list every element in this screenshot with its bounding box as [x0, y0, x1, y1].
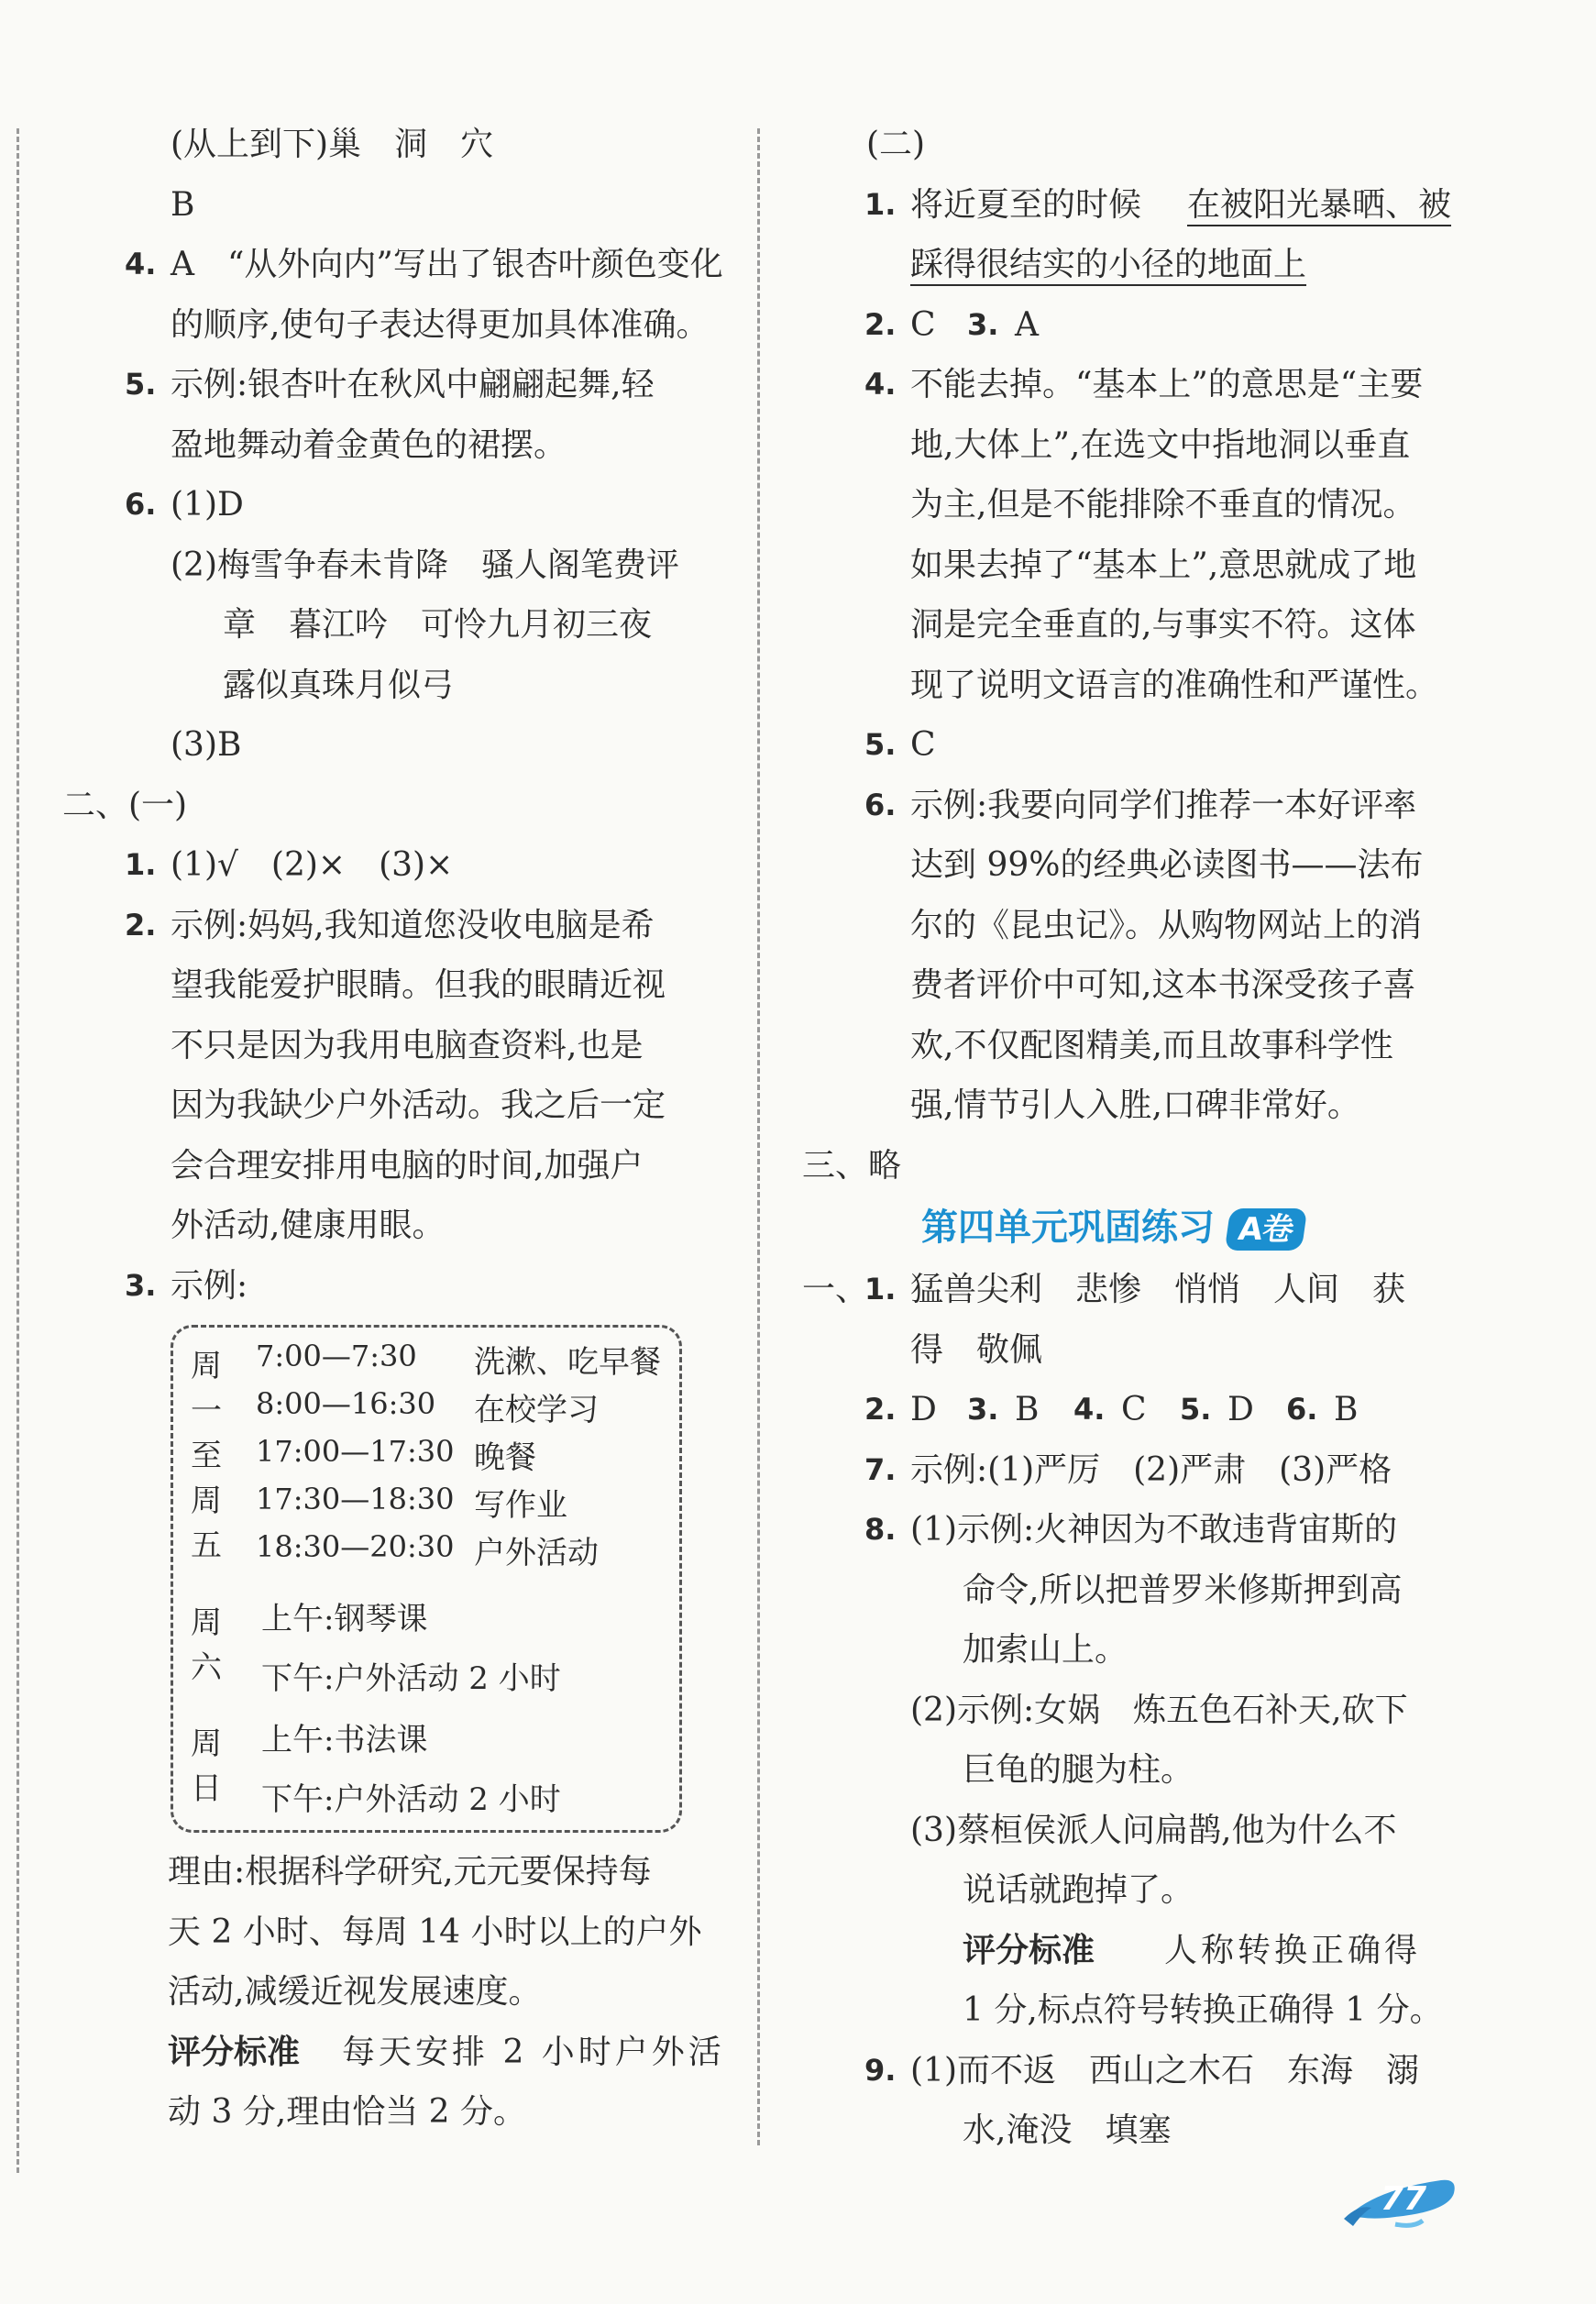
section-heading: 一、 — [802, 1271, 869, 1308]
section2-question-3 — [62, 1256, 732, 1317]
right-column — [802, 115, 1462, 2161]
saturday-afternoon: 下午:户外活动 2 小时 — [261, 1660, 561, 1697]
answer-text: C — [910, 305, 936, 344]
question-6 — [62, 475, 732, 535]
schedule-box — [171, 1325, 682, 1833]
weekday-char: 周 — [191, 1348, 222, 1384]
answer-text: 将近夏至的时候 — [910, 185, 1142, 224]
answer-text: D — [1227, 1391, 1254, 1428]
answer-line: 地,大体上”,在选文中指地洞以垂直 — [910, 425, 1411, 464]
unit-question-8 — [802, 1500, 1462, 1560]
question-number: 5. — [125, 367, 157, 402]
question-4 — [62, 235, 732, 295]
question-number: 7. — [864, 1451, 897, 1487]
question-number: 4. — [864, 367, 897, 402]
answer-line: (3)B — [171, 726, 242, 764]
answer-line: 如果去掉了“基本上”,意思就成了地 — [910, 546, 1417, 584]
answer-line: (2)示例:女娲 炼五色石补天,砍下 — [910, 1691, 1408, 1729]
sunday-label — [188, 1722, 225, 1812]
question-number: 4. — [125, 247, 157, 281]
unit-title — [802, 1196, 1462, 1260]
answer-line: 强,情节引人入胜,口碑非常好。 — [910, 1086, 1360, 1124]
answer-line: (3)蔡桓侯派人问扁鹊,他为什么不 — [910, 1811, 1397, 1849]
answer-line: 欢,不仅配图精美,而且故事科学性 — [910, 1026, 1393, 1064]
answer-line: 加索山上。 — [963, 1631, 1128, 1669]
answer-line: 会合理安排用电脑的时间,加强户 — [171, 1146, 644, 1185]
section2-question-2 — [62, 896, 732, 956]
question-number: 5. — [1180, 1392, 1212, 1427]
underlined-answer: 在被阳光暴晒、被 — [1187, 185, 1452, 224]
schedule-time: 17:30—18:30 — [256, 1482, 455, 1516]
underlined-answer: 踩得很结实的小径的地面上 — [910, 246, 1307, 283]
answer-line: 命令,所以把普罗米修斯押到高 — [963, 1571, 1403, 1609]
answer-line: 巨龟的腿为柱。 — [963, 1751, 1194, 1789]
answer-text: C — [910, 726, 936, 764]
answer-text: (1)D — [171, 486, 244, 524]
question-number: 8. — [864, 1512, 897, 1547]
question-number: 1. — [864, 1272, 897, 1306]
answer-line: 不只是因为我用电脑查资料,也是 — [171, 1026, 644, 1064]
answer-text: 示例:妈妈,我知道您没收电脑是希 — [171, 906, 655, 944]
weekday-char: 日 — [191, 1770, 222, 1807]
column-divider — [757, 128, 760, 2145]
answer-text: A “从外向内”写出了银杏叶颜色变化 — [171, 246, 723, 283]
answer-line — [802, 235, 1462, 295]
answer-text: B — [1015, 1391, 1040, 1428]
schedule-time: 7:00—7:30 — [256, 1339, 417, 1373]
weekday-label — [188, 1344, 225, 1569]
question-number: 6. — [125, 487, 157, 522]
question-number: 4. — [1073, 1392, 1106, 1427]
schedule-activity: 晚餐 — [474, 1439, 536, 1476]
answer-text: (1)而不返 西山之木石 东海 溺 — [910, 2051, 1419, 2089]
answer-line: B — [171, 185, 195, 224]
answer-text: C — [1121, 1391, 1147, 1428]
page-number-badge — [1340, 2171, 1459, 2235]
unit-question-7 — [802, 1440, 1462, 1501]
answer-line: 尔的《昆虫记》。从购物网站上的消 — [910, 906, 1423, 944]
answer-line: 得 敬佩 — [910, 1330, 1043, 1369]
answer-line: 水,淹没 填塞 — [963, 2111, 1172, 2149]
question-number: 2. — [864, 1392, 897, 1427]
sunday-afternoon: 下午:户外活动 2 小时 — [261, 1781, 561, 1818]
answer-text: 示例:(1)严厉 (2)严肃 (3)严格 — [910, 1450, 1392, 1489]
left-margin-divider — [17, 128, 19, 2173]
answer-text: 不能去掉。“基本上”的意思是“主要 — [910, 366, 1424, 403]
answer-text: A — [1015, 305, 1039, 344]
scoring-standard — [62, 2023, 732, 2083]
section-heading: 三、略 — [802, 1146, 902, 1185]
sunday-morning: 上午:书法课 — [261, 1722, 428, 1758]
question-2-3 — [802, 295, 1462, 356]
answer-line: 外活动,健康用眼。 — [171, 1207, 446, 1244]
scoring-line: 动 3 分,理由恰当 2 分。 — [168, 2093, 527, 2131]
answer-line: 活动,减缓近视发展速度。 — [168, 1973, 542, 2011]
weekday-char: 五 — [191, 1527, 222, 1564]
answer-line: 现了说明文语言的准确性和严谨性。 — [910, 666, 1439, 704]
schedule-activity: 在校学习 — [474, 1392, 599, 1428]
unit-title-text: 第四单元巩固练习 — [921, 1207, 1215, 1249]
question-number: 5. — [864, 727, 897, 762]
answer-line: 的顺序,使句子表达得更加具体准确。 — [171, 305, 710, 344]
scoring-label: 评分标准 — [168, 2033, 301, 2071]
schedule-time: 8:00—16:30 — [256, 1386, 436, 1421]
question-number: 2. — [864, 306, 897, 342]
weekday-char: 一 — [191, 1393, 222, 1429]
answer-line: (2)梅雪争春未肯降 骚人阁笔费评 — [171, 546, 679, 584]
answer-line: 盈地舞动着金黄色的裙摆。 — [171, 425, 567, 464]
question-number: 6. — [864, 787, 897, 822]
answer-text: D — [910, 1391, 937, 1428]
question-number: 3. — [967, 1392, 999, 1427]
question-1 — [802, 175, 1462, 236]
section2-question-1 — [62, 835, 732, 896]
answer-line: 露似真珠月似弓 — [223, 666, 455, 704]
question-number: 1. — [125, 847, 157, 882]
question-number: 9. — [864, 2052, 897, 2088]
question-4 — [802, 355, 1462, 415]
scoring-text: 人称转换正确得 — [1164, 1931, 1422, 1969]
schedule-activity: 户外活动 — [474, 1535, 599, 1571]
answer-line: 因为我缺少户外活动。我之后一定 — [171, 1086, 666, 1124]
answer-line: 费者评价中可知,这本书深受孩子喜 — [910, 966, 1416, 1004]
unit-question-1 — [802, 1260, 1462, 1320]
scoring-text: 每天安排 2 小时户外活 — [342, 2033, 725, 2071]
scoring-standard — [802, 1921, 1462, 1981]
weekday-char: 周 — [191, 1725, 222, 1762]
question-6 — [802, 776, 1462, 836]
question-number: 3. — [967, 306, 999, 342]
answer-text: 猛兽尖利 悲惨 悄悄 人间 获 — [910, 1271, 1406, 1308]
page-number: 77 — [1381, 2180, 1427, 2218]
weekday-char: 周 — [191, 1483, 222, 1519]
weekday-char: 六 — [191, 1649, 222, 1686]
question-number: 3. — [125, 1267, 157, 1303]
answer-line: 天 2 小时、每周 14 小时以上的户外 — [168, 1913, 702, 1951]
answer-text: B — [1334, 1391, 1359, 1428]
schedule-time: 18:30—20:30 — [256, 1529, 455, 1564]
question-number: 2. — [125, 907, 157, 943]
unit-questions-2-6 — [802, 1380, 1462, 1440]
answer-text: 示例:我要向同学们推荐一本好评率 — [910, 786, 1417, 824]
scoring-label: 评分标准 — [963, 1931, 1095, 1969]
answer-text: (1)√ (2)× (3)× — [171, 846, 454, 884]
saturday-morning: 上午:钢琴课 — [261, 1601, 428, 1637]
answer-line: 望我能爱护眼睛。但我的眼睛近视 — [171, 966, 666, 1004]
weekday-char: 至 — [191, 1438, 222, 1474]
subsection-heading: (二) — [866, 126, 926, 163]
answer-line: 理由:根据科学研究,元元要保持每 — [168, 1853, 652, 1891]
answer-line: 章 暮江吟 可怜九月初三夜 — [223, 606, 653, 644]
answer-line: 洞是完全垂直的,与事实不符。这体 — [910, 606, 1416, 644]
unit-badge: A卷 — [1225, 1208, 1308, 1251]
saturday-label — [188, 1601, 225, 1691]
unit-question-9 — [802, 2041, 1462, 2101]
question-5 — [802, 715, 1462, 776]
schedule-time: 17:00—17:30 — [256, 1434, 455, 1469]
section-heading: 二、(一) — [62, 786, 188, 824]
scoring-line: 1 分,标点符号转换正确得 1 分。 — [963, 1991, 1443, 2029]
answer-text: 示例: — [171, 1266, 248, 1305]
answer-text: 示例:银杏叶在秋风中翩翩起舞,轻 — [171, 366, 655, 403]
answer-text: (1)示例:火神因为不敢违背宙斯的 — [910, 1511, 1398, 1549]
schedule-activity: 洗漱、吃早餐 — [474, 1344, 661, 1381]
weekday-char: 周 — [191, 1604, 222, 1641]
question-number: 1. — [864, 186, 897, 222]
question-number: 6. — [1286, 1392, 1318, 1427]
schedule-activity: 写作业 — [474, 1487, 567, 1524]
answer-line: 说话就跑掉了。 — [963, 1871, 1194, 1909]
answer-line: 为主,但是不能排除不垂直的情况。 — [910, 486, 1416, 524]
left-column — [62, 115, 732, 2143]
answer-line: 达到 99%的经典必读图书——法布 — [910, 846, 1424, 884]
answer-line: (从上到下)巢 洞 穴 — [171, 126, 494, 163]
question-5 — [62, 355, 732, 415]
